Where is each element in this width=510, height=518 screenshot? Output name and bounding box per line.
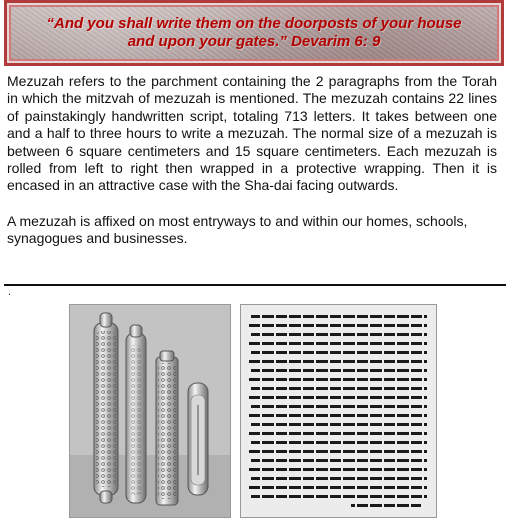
mezuzah-case-2 [126, 325, 146, 503]
quote-line-1: “And you shall write them on the doorposts of your house [46, 15, 462, 32]
banner-quote [7, 15, 501, 51]
quote-line-2: and upon your gates.” Devarim 6: 9 [127, 33, 381, 50]
horizontal-divider [4, 284, 506, 286]
mezuzah-case-4 [188, 383, 208, 495]
article-body [7, 73, 497, 266]
paragraph-mezuzah-placement: A mezuzah is affixed on most entryways to and within our homes, schools, synagogues and businesses. [7, 212, 468, 247]
mezuzah-parchment-photo [240, 304, 437, 518]
mezuzah-case-1 [94, 313, 118, 503]
stray-period: . [8, 286, 12, 298]
parchment-script-illustration [241, 305, 436, 517]
quote-banner [4, 0, 504, 66]
paragraph-mezuzah-description: Mezuzah refers to the parchment containing the 2 paragraphs from the Torah in which the mitzvah of mezuzah is mentioned. The mezuzah contains 22 lines of painstakingly handwritten script, totaling 713 letters. It takes between one and a half to three hours to write a mezuzah. The normal size of a mezuzah is between 6 square centimeters and 15 square centimeters. Each mezuzah is rolled from left to right then wrapped in a protective wrapping. Then it is encased in an attractive case with the Sha-dai facing outwards. [7, 73, 497, 194]
mezuzah-cases-photo [69, 304, 231, 518]
mezuzah-case-3 [156, 351, 178, 505]
mezuzah-cases-illustration [70, 305, 230, 517]
